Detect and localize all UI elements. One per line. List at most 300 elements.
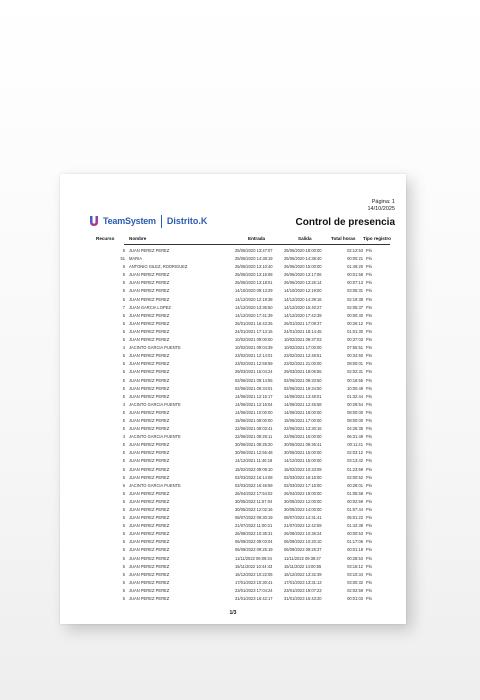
cell-type: Pin: [366, 385, 372, 391]
cell-entry: 22/06/2021 09:03:41: [235, 426, 273, 432]
cell-exit: 08/07/2022 14:31:41: [284, 515, 322, 521]
cell-exit: 14/06/2021 13:48:01: [284, 393, 322, 399]
cell-name: JUAN PEREZ PEREZ: [129, 409, 170, 415]
cell-resource: 4: [122, 401, 125, 407]
cell-entry: 14/12/2021 11:46:18: [235, 458, 273, 464]
cell-total-hours: 03:05:31: [347, 288, 363, 294]
cell-name: ANTONIO GILEZ, RODRIGUEZ: [129, 264, 188, 270]
table-row: [60, 474, 406, 482]
table-row: [60, 571, 406, 579]
col-exit: Salida: [298, 236, 312, 241]
table-row: [60, 555, 406, 563]
col-total-hours: Total horas: [331, 236, 356, 241]
table-row: [60, 595, 406, 603]
cell-total-hours: 08:00:00: [347, 417, 363, 423]
cell-resource: 5: [122, 393, 125, 399]
cell-exit: 14/10/2020 12:19:00: [284, 288, 322, 294]
cell-exit: 22/06/2021 16:00:00: [284, 434, 322, 440]
cell-total-hours: 00:34:50: [347, 353, 363, 359]
table-row: [60, 514, 406, 522]
table-row: [60, 522, 406, 530]
cell-entry: 25/06/2020 14:38:19: [235, 256, 273, 262]
cell-name: JUAN PEREZ PEREZ: [129, 377, 170, 383]
table-row: [60, 255, 406, 263]
table-row: [60, 441, 406, 449]
cell-resource: 5: [122, 531, 125, 537]
cell-total-hours: 02:02:31: [347, 369, 363, 375]
cell-exit: 15/06/2021 17:00:00: [284, 417, 322, 423]
brand-logo: [88, 214, 207, 228]
table-row: [60, 449, 406, 457]
cell-name: JUAN PEREZ PEREZ: [129, 579, 170, 585]
cell-resource: 5: [122, 426, 125, 432]
cell-resource: 5: [122, 539, 125, 545]
cell-name: JUAN PEREZ PEREZ: [129, 296, 170, 302]
cell-entry: 15/06/2021 09:00:00: [235, 417, 273, 423]
cell-type: Pin: [366, 417, 372, 423]
cell-entry: 15/11/2022 10:44:43: [235, 563, 273, 569]
cell-name: JUAN PEREZ PEREZ: [129, 369, 170, 375]
cell-type: Pin: [366, 296, 372, 302]
cell-total-hours: 08:00:01: [347, 361, 363, 367]
cell-total-hours: 01:57:44: [347, 507, 363, 512]
cell-total-hours: 00:26:12: [347, 320, 363, 326]
cell-total-hours: 03:00:32: [347, 579, 363, 585]
cell-entry: 10/02/2021 09:00:00: [235, 337, 273, 343]
cell-exit: 30/06/2021 09:36:41: [284, 442, 322, 448]
cell-resource: 5: [122, 353, 125, 359]
cell-entry: 30/06/2021 09:25:20: [235, 442, 273, 448]
cell-resource: 6: [122, 264, 125, 270]
cell-name: JUAN PEREZ PEREZ: [129, 563, 170, 569]
page-info: [367, 199, 395, 213]
cell-type: Pin: [366, 328, 372, 334]
cell-type: Pin: [366, 426, 372, 432]
table-row: [60, 425, 406, 433]
cell-type: Pin: [366, 507, 372, 512]
cell-name: JUAN PEREZ PEREZ: [129, 272, 170, 278]
cell-total-hours: 00:18:55: [347, 377, 363, 383]
brand-distrito: Distrito.K: [166, 216, 208, 226]
cell-resource: 4: [122, 345, 125, 351]
cell-type: Pin: [366, 466, 372, 472]
cell-total-hours: 00:00:21: [347, 256, 363, 262]
cell-name: JUAN PEREZ PEREZ: [129, 417, 170, 423]
cell-total-hours: 02:00:52: [347, 474, 363, 480]
cell-name: JUAN PEREZ PEREZ: [129, 490, 170, 496]
cell-total-hours: 01:01:30: [347, 328, 363, 334]
attendance-table-body: [60, 247, 406, 603]
cell-resource: 5: [122, 442, 125, 448]
table-row: [60, 482, 406, 490]
table-header: [60, 236, 406, 244]
cell-type: Pin: [366, 369, 372, 375]
cell-total-hours: 00:11:41: [347, 442, 363, 448]
cell-exit: 26/06/2020 13:25:14: [284, 280, 322, 286]
cell-entry: 06/09/2022 09:25:19: [235, 547, 273, 553]
cell-total-hours: 00:00:53: [347, 531, 363, 537]
cell-exit: 30/05/2022 14:00:00: [284, 507, 322, 512]
cell-exit: 29/03/2021 18:06:55: [284, 369, 322, 375]
cell-name: JACINTO GARCIA PUENTE: [129, 482, 181, 488]
cell-resource: 5: [122, 280, 125, 286]
cell-total-hours: 01:49:20: [347, 264, 363, 270]
cell-total-hours: 02:12:53: [347, 248, 363, 253]
table-row: [60, 401, 406, 409]
cell-resource: 5: [122, 587, 125, 593]
cell-exit: 31/01/2023 16:43:20: [284, 596, 322, 602]
table-row: [60, 417, 406, 425]
cell-resource: 5: [122, 377, 125, 383]
cell-name: JUAN GARCIA LOPEZ: [129, 304, 171, 310]
table-row: [60, 393, 406, 401]
cell-name: JUAN PEREZ PEREZ: [129, 288, 170, 294]
cell-type: Pin: [366, 523, 372, 529]
teamsystem-logo-icon: [88, 215, 100, 227]
cell-name: JUAN PEREZ PEREZ: [129, 442, 170, 448]
cell-resource: 5: [122, 490, 125, 496]
cell-entry: 24/01/2021 17:13:15: [235, 328, 273, 334]
cell-name: MARIA: [129, 256, 142, 262]
cell-type: Pin: [366, 442, 372, 448]
cell-type: Pin: [366, 409, 372, 415]
cell-exit: 25/06/2020 14:38:40: [284, 256, 322, 262]
cell-exit: 06/09/2022 09:26:37: [284, 547, 322, 553]
cell-resource: 5: [122, 579, 125, 585]
cell-type: Pin: [366, 482, 372, 488]
cell-resource: 5: [122, 450, 125, 456]
cell-entry: 29/03/2021 16:04:24: [235, 369, 273, 375]
cell-exit: 26/04/2022 19:00:00: [284, 490, 322, 496]
cell-entry: 23/02/2021 12:14:01: [235, 353, 273, 359]
table-row: [60, 287, 406, 295]
cell-exit: 16/12/2022 13:32:39: [284, 571, 322, 577]
cell-exit: 23/02/2021 21:00:00: [284, 361, 322, 367]
cell-name: JUAN PEREZ PEREZ: [129, 353, 170, 359]
cell-resource: 5: [122, 288, 125, 294]
cell-resource: 5: [122, 296, 125, 302]
cell-exit: 10/02/2021 09:37:03: [284, 337, 322, 343]
col-entry: Entrada: [248, 236, 266, 241]
cell-type: Pin: [366, 264, 372, 270]
cell-name: JUAN PEREZ PEREZ: [129, 515, 170, 521]
cell-total-hours: 02:05:37: [347, 304, 363, 310]
cell-total-hours: 02:19:38: [347, 296, 363, 302]
cell-entry: 30/05/2022 11:57:04: [235, 498, 273, 504]
cell-resource: 5: [122, 523, 125, 529]
table-row: [60, 498, 406, 506]
cell-exit: 14/06/2021 12:45:58: [284, 401, 322, 407]
table-row: [60, 538, 406, 546]
table-row: [60, 579, 406, 587]
cell-entry: 14/06/2021 12:16:04: [235, 401, 273, 407]
cell-entry: 22/06/2021 09:28:11: [235, 434, 273, 440]
cell-type: Pin: [366, 280, 372, 286]
cell-type: Pin: [366, 490, 372, 496]
cell-type: Pin: [366, 272, 372, 278]
cell-total-hours: 01:05:58: [347, 490, 363, 496]
cell-entry: 26/06/2020 13:10:40: [235, 264, 273, 270]
cell-exit: 23/01/2023 19:07:23: [284, 587, 322, 593]
cell-type: Pin: [366, 474, 372, 480]
cell-entry: 26/01/2021 16:43:25: [235, 320, 273, 326]
cell-total-hours: 01:17:06: [347, 539, 363, 545]
cell-type: Pin: [366, 571, 372, 577]
table-row: [60, 409, 406, 417]
cell-total-hours: 03:16:12: [347, 563, 363, 569]
cell-name: JUAN PEREZ PEREZ: [129, 531, 170, 537]
cell-type: Pin: [366, 377, 372, 383]
cell-entry: 14/10/2020 09:13:29: [235, 288, 273, 294]
cell-resource: 5: [122, 320, 125, 326]
cell-resource: 5: [122, 369, 125, 375]
cell-entry: 26/06/2020 13:15:08: [235, 272, 273, 278]
cell-type: Pin: [366, 304, 372, 310]
cell-total-hours: 00:01:58: [347, 272, 363, 278]
cell-exit: 26/01/2021 17:09:37: [284, 320, 322, 326]
cell-total-hours: 01:23:59: [347, 466, 363, 472]
header-divider: [124, 244, 390, 245]
cell-total-hours: 08:00:00: [347, 409, 363, 415]
cell-exit: 15/02/2022 10:33:09: [284, 466, 322, 472]
brand-divider: [161, 215, 162, 228]
cell-exit: 14/12/2020 17:42:39: [284, 312, 322, 318]
cell-exit: 24/01/2021 18:14:45: [284, 328, 322, 334]
cell-exit: 06/09/2022 10:20:10: [284, 539, 322, 545]
cell-exit: 22/06/2021 13:30:16: [284, 426, 322, 432]
table-row: [60, 279, 406, 287]
cell-entry: 14/06/2021 12:15:17: [235, 393, 273, 399]
document-title: Control de presencia: [295, 217, 395, 228]
cell-name: JUAN PEREZ PEREZ: [129, 555, 170, 561]
col-name: Nombre: [129, 236, 147, 241]
cell-resource: 5: [122, 466, 125, 472]
cell-entry: 26/06/2020 13:18:01: [235, 280, 273, 286]
cell-total-hours: 01:32:44: [347, 393, 363, 399]
cell-entry: 14/12/2020 12:19:38: [235, 296, 273, 302]
cell-total-hours: 07:55:51: [347, 345, 363, 351]
cell-resource: 5: [122, 337, 125, 343]
table-row: [60, 263, 406, 271]
cell-name: JUAN PEREZ PEREZ: [129, 474, 170, 480]
document-page: [60, 174, 406, 624]
cell-type: Pin: [366, 515, 372, 521]
cell-resource: 51: [120, 256, 125, 262]
table-row: [60, 352, 406, 360]
table-row: [60, 304, 406, 312]
cell-resource: 5: [122, 596, 125, 602]
cell-resource: 5: [122, 312, 125, 318]
report-date: 14/10/2025: [367, 206, 395, 212]
cell-exit: 11/11/2022 09:38:47: [284, 555, 321, 561]
cell-entry: 17/01/2023 10:30:41: [235, 579, 273, 585]
page-count: 1/3: [229, 610, 237, 616]
cell-exit: 02/03/2022 18:15:00: [284, 474, 322, 480]
table-row: [60, 320, 406, 328]
cell-total-hours: 00:01:18: [347, 547, 363, 553]
cell-name: JUAN PEREZ PEREZ: [129, 596, 170, 602]
cell-entry: 06/09/2022 09:03:04: [235, 539, 273, 545]
cell-entry: 02/03/2022 16:46:59: [235, 482, 273, 488]
cell-total-hours: 00:00:40: [347, 312, 363, 318]
cell-name: JUAN PEREZ PEREZ: [129, 393, 170, 399]
cell-name: JACINTO GARCIA PUENTE: [129, 434, 181, 440]
cell-exit: 26/08/2022 10:36:24: [284, 531, 322, 537]
cell-total-hours: 00:01:03: [347, 596, 363, 602]
cell-type: Pin: [366, 579, 372, 585]
cell-entry: 11/11/2022 09:09:34: [235, 555, 272, 561]
cell-total-hours: 00:02:59: [347, 498, 363, 504]
table-row: [60, 247, 406, 255]
cell-type: Pin: [366, 361, 372, 367]
table-row: [60, 563, 406, 571]
cell-exit: 30/06/2021 15:00:00: [284, 450, 322, 456]
cell-entry: 30/06/2021 12:56:48: [235, 450, 273, 456]
cell-exit: 14/12/2020 15:40:27: [284, 304, 322, 310]
cell-name: JUAN PEREZ PEREZ: [129, 466, 170, 472]
cell-entry: 02/06/2021 09:14:55: [235, 377, 273, 383]
cell-entry: 14/12/2020 17:41:39: [235, 312, 273, 318]
cell-name: JUAN PEREZ PEREZ: [129, 280, 170, 286]
cell-exit: 21/07/2022 12:42:59: [284, 523, 322, 529]
cell-resource: 4: [122, 434, 125, 440]
cell-entry: 15/02/2022 09:09:10: [235, 466, 273, 472]
cell-total-hours: 00:28:01: [347, 482, 363, 488]
cell-resource: 5: [122, 474, 125, 480]
cell-entry: 08/07/2022 09:30:19: [235, 515, 273, 521]
cell-entry: 31/01/2023 16:42:17: [235, 596, 273, 602]
cell-exit: 15/11/2022 14:00:55: [284, 563, 322, 569]
cell-entry: 30/05/2022 12:02:16: [235, 507, 273, 512]
cell-name: JUAN PEREZ PEREZ: [129, 361, 170, 367]
cell-resource: 6: [122, 482, 125, 488]
table-row: [60, 328, 406, 336]
table-row: [60, 587, 406, 595]
cell-entry: 26/04/2022 17:54:02: [235, 490, 273, 496]
cell-total-hours: 00:07:13: [347, 280, 363, 286]
cell-resource: 5: [122, 547, 125, 553]
cell-exit: 26/06/2020 15:00:00: [284, 264, 322, 270]
cell-total-hours: 02:02:59: [347, 587, 363, 593]
cell-entry: 21/07/2022 11:00:21: [235, 523, 273, 529]
cell-type: Pin: [366, 248, 372, 253]
cell-exit: 30/05/2022 12:00:00: [284, 498, 322, 504]
cell-entry: 23/02/2021 12:59:59: [235, 361, 273, 367]
cell-name: JUAN PEREZ PEREZ: [129, 523, 170, 529]
cell-entry: 23/01/2023 17:04:24: [235, 587, 273, 593]
table-row: [60, 490, 406, 498]
cell-exit: 02/06/2021 19:34:50: [284, 385, 322, 391]
cell-resource: 5: [122, 417, 125, 423]
table-row: [60, 368, 406, 376]
cell-type: Pin: [366, 256, 372, 262]
cell-type: Pin: [366, 450, 372, 456]
col-resource: Recurso: [96, 236, 115, 241]
table-row: [60, 296, 406, 304]
cell-total-hours: 04:26:35: [347, 426, 363, 432]
cell-type: Pin: [366, 401, 372, 407]
cell-resource: 5: [122, 498, 125, 504]
cell-type: Pin: [366, 498, 372, 504]
cell-exit: 26/06/2020 13:17:06: [284, 272, 322, 278]
cell-name: JUAN PEREZ PEREZ: [129, 498, 170, 504]
cell-type: Pin: [366, 547, 372, 553]
cell-type: Pin: [366, 393, 372, 399]
cell-type: Pin: [366, 596, 372, 602]
cell-entry: 14/12/2020 13:35:50: [235, 304, 273, 310]
cell-entry: 02/03/2022 16:14:08: [235, 474, 273, 480]
cell-entry: 25/06/2020 13:47:07: [235, 248, 273, 253]
cell-total-hours: 00:37:03: [347, 337, 363, 343]
cell-name: JUAN PEREZ PEREZ: [129, 312, 170, 318]
cell-resource: 5: [122, 328, 125, 334]
cell-exit: 14/06/2021 18:00:00: [284, 409, 322, 415]
cell-type: Pin: [366, 288, 372, 294]
cell-exit: 02/06/2021 09:33:50: [284, 377, 322, 383]
cell-exit: 25/06/2020 18:00:00: [284, 248, 322, 253]
cell-resource: 5: [122, 409, 125, 415]
cell-name: JACINTO GARCIA PUENTE: [129, 345, 181, 351]
table-row: [60, 344, 406, 352]
cell-type: Pin: [366, 587, 372, 593]
cell-name: JUAN PEREZ PEREZ: [129, 328, 170, 334]
cell-exit: 14/12/2021 15:00:00: [284, 458, 322, 464]
cell-exit: 23/02/2021 12:48:51: [284, 353, 322, 359]
cell-exit: 17/01/2023 13:31:13: [284, 579, 322, 585]
cell-resource: 5: [122, 507, 125, 512]
cell-resource: 5: [122, 563, 125, 569]
table-row: [60, 530, 406, 538]
cell-entry: 16/12/2022 10:22:05: [235, 571, 273, 577]
table-row: [60, 546, 406, 554]
table-row: [60, 433, 406, 441]
col-type: Tipo registro: [363, 236, 391, 241]
cell-name: JUAN PEREZ PEREZ: [129, 458, 170, 464]
cell-exit: 10/02/2021 17:00:00: [284, 345, 322, 351]
cell-name: JUAN PEREZ PEREZ: [129, 320, 170, 326]
cell-resource: 5: [122, 555, 125, 561]
cell-type: Pin: [366, 353, 372, 359]
cell-total-hours: 03:10:34: [347, 571, 363, 577]
table-row: [60, 336, 406, 344]
table-row: [60, 271, 406, 279]
page-number-label: Página: 1: [371, 199, 395, 205]
cell-name: JUAN PEREZ PEREZ: [129, 539, 170, 545]
cell-name: JUAN PEREZ PEREZ: [129, 571, 170, 577]
cell-name: JUAN PEREZ PEREZ: [129, 450, 170, 456]
cell-entry: 14/06/2021 10:00:00: [235, 409, 273, 415]
brand-teamsystem: TeamSystem: [103, 216, 156, 226]
cell-resource: 5: [122, 458, 125, 464]
cell-name: JUAN PEREZ PEREZ: [129, 385, 170, 391]
cell-total-hours: 03:13:42: [347, 458, 363, 464]
cell-total-hours: 10:00:49: [347, 385, 363, 391]
cell-type: Pin: [366, 531, 372, 537]
cell-resource: 5: [122, 515, 125, 521]
cell-total-hours: 05:01:22: [347, 515, 363, 521]
cell-type: Pin: [366, 434, 372, 440]
cell-total-hours: 06:31:49: [347, 434, 363, 440]
cell-type: Pin: [366, 555, 372, 561]
cell-exit: 14/12/2020 14:39:16: [284, 296, 322, 302]
cell-name: JUAN PEREZ PEREZ: [129, 337, 170, 343]
table-row: [60, 506, 406, 514]
cell-resource: 5: [122, 248, 125, 253]
cell-type: Pin: [366, 337, 372, 343]
table-row: [60, 457, 406, 465]
cell-entry: 10/02/2021 09:04:39: [235, 345, 273, 351]
cell-type: Pin: [366, 345, 372, 351]
